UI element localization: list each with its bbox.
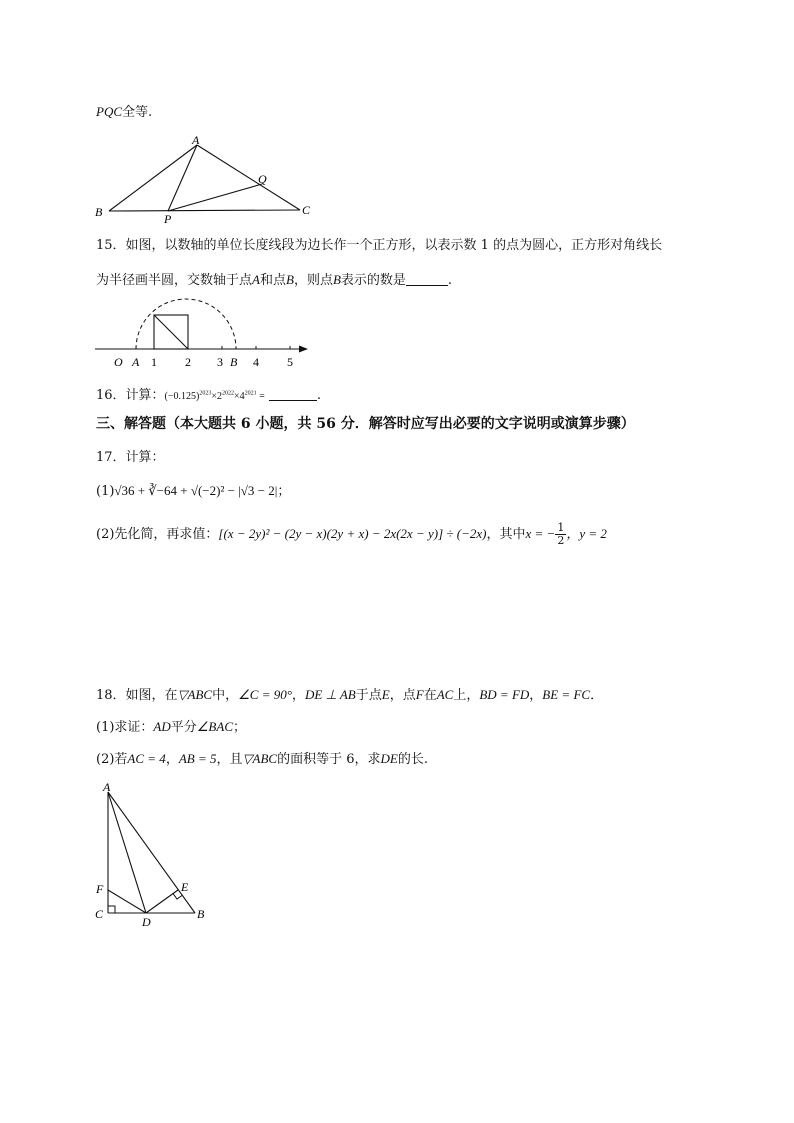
q15-text-a: 为半径画半圆，交数轴于点: [96, 273, 253, 288]
q18-text-h: ，: [529, 688, 543, 703]
q18-p1-end: ；: [233, 720, 247, 735]
q18-p2-ab: AB = 5: [178, 751, 217, 766]
q18-text-c: ，: [291, 688, 305, 703]
q17-frac-den: 2: [557, 534, 565, 547]
fig15-label-2: 2: [185, 355, 191, 369]
q16-prefix: 16．计算：: [96, 388, 165, 403]
q18-p1-text: 平分: [170, 720, 197, 735]
fig18-label-D: D: [142, 915, 151, 928]
q18-p2-de: DE: [380, 751, 398, 766]
q15-line1: 15．如图，以数轴的单位长度线段为边长作一个正方形，以表示数 1 的点为圆心，正方形对角线长: [96, 238, 663, 253]
q18-text-g: 上，: [453, 688, 480, 703]
q17-title: 17．计算：: [96, 450, 165, 465]
q18-triangle: ▽ABC: [177, 687, 213, 702]
q16-four: 4: [239, 391, 245, 402]
q18-text-f: 在: [423, 688, 437, 703]
q15-var-A: A: [252, 272, 260, 287]
fig14-label-Q: Q: [258, 172, 267, 186]
fig15-label-A: A: [132, 355, 140, 369]
fig15-label-5: 5: [287, 355, 293, 369]
fig18-label-F: F: [96, 882, 104, 896]
q16-end: .: [316, 388, 322, 403]
q18-perp: DE ⊥ AB: [304, 687, 356, 702]
q18-bd-eq-fd: BD = FD: [479, 687, 530, 702]
q14-text: 全等.: [122, 105, 153, 120]
q18-angle-c: ∠C = 90°: [238, 687, 292, 702]
figure-18-right-triangle: [90, 778, 220, 928]
q17-p1-end: ；: [277, 484, 291, 499]
fig15-label-4: 4: [253, 355, 259, 369]
q18-p2-label: (2)若: [96, 752, 128, 767]
q15-answer-blank[interactable]: [406, 272, 448, 286]
q18-text-b: 中，: [212, 688, 239, 703]
q18-p2-sep: ，: [165, 752, 179, 767]
q17-part1: [96, 480, 290, 499]
q18-var-E: E: [381, 687, 390, 702]
q15-var-B: B: [285, 272, 294, 287]
fig15-label-3: 3: [217, 355, 223, 369]
q16-two: 2: [217, 391, 222, 402]
fig18-label-B: B: [197, 907, 205, 921]
q15-var-B2: B: [332, 272, 341, 287]
q17-y-value: ，y = 2: [566, 526, 607, 541]
q17-p2-label: (2)先化简，再求值：: [96, 527, 219, 542]
q16-times2: ×: [234, 391, 240, 402]
fig15-label-B: B: [230, 355, 238, 369]
q15-line2: [96, 269, 452, 288]
q17-x-value: x = −: [525, 526, 556, 541]
q16-answer-blank[interactable]: [269, 387, 317, 401]
q18-be-eq-fc: BE = FC: [542, 687, 591, 702]
fig14-label-A: A: [192, 133, 200, 147]
section-3-title: 三、解答题（本大题共 6 小题，共 56 分．解答时应写出必要的文字说明或演算步骤）: [96, 416, 635, 432]
q18-text-end: ．: [590, 688, 604, 703]
fig15-label-1: 1: [151, 355, 157, 369]
figure-14-triangle: [90, 130, 320, 225]
q18-var-F: F: [415, 687, 424, 702]
q18-p2-text: ，且: [216, 752, 243, 767]
q16-expression: [165, 391, 265, 402]
q17-p1-expression: √36 + ∛−64 + √(−2)² − |√3 − 2|: [114, 483, 278, 498]
q18-text-d: 于点: [355, 688, 382, 703]
fig18-label-C: C: [95, 907, 104, 921]
q18-p1-label: (1)求证：: [96, 720, 154, 735]
figure-15-number-line: [90, 294, 320, 374]
q16-base: (−0.125): [164, 391, 200, 402]
q15-text-b: 和点: [259, 273, 286, 288]
q16-exp3: 2021: [244, 390, 257, 397]
q18-part1: [96, 716, 246, 735]
q18-p2-text2: 的面积等于 6，求: [277, 752, 381, 767]
q18-part2: [96, 748, 428, 767]
q17-p1-label: (1): [96, 484, 115, 499]
fig18-label-E: E: [181, 880, 189, 894]
q15-text-d: 表示的数是: [340, 273, 406, 288]
q14-var: PQC: [96, 104, 122, 119]
fig14-label-P: P: [164, 212, 172, 225]
fig18-label-A: A: [103, 780, 111, 794]
q16: [96, 384, 321, 403]
q16-exp2: 2022: [222, 390, 234, 397]
q18-text-e: ，点: [389, 688, 416, 703]
q17-part2: [96, 522, 607, 547]
q17-frac-num: 1: [557, 521, 565, 534]
q18-p2-end: 的长.: [397, 752, 428, 767]
q18-p1-var: AD: [153, 719, 171, 734]
q17-p2-where: ，其中: [486, 527, 526, 542]
q16-times1: ×: [211, 391, 217, 402]
q18-p2-ac: AC = 4: [127, 751, 166, 766]
q18-text-a: 18．如图，在: [96, 688, 178, 703]
q18-p2-triangle: ▽ABC: [242, 751, 278, 766]
fig14-label-B: B: [95, 205, 103, 219]
fig15-label-O: O: [114, 355, 123, 369]
q17-fraction-half: [555, 522, 566, 547]
q18-line1: [96, 684, 603, 703]
q14-tail: [96, 101, 152, 120]
fig14-label-C: C: [302, 203, 311, 217]
q17-p2-expression: [(x − 2y)² − (2y − x)(2y + x) − 2x(2x − y)] ÷ (−2x): [218, 526, 487, 541]
q15-text-c: ，则点: [293, 273, 333, 288]
q15-end: .: [447, 273, 453, 288]
q16-eq: =: [259, 391, 265, 402]
q16-exp1: 2023: [199, 390, 212, 397]
q18-var-AC: AC: [436, 687, 454, 702]
q18-p1-angle: ∠BAC: [196, 719, 233, 734]
